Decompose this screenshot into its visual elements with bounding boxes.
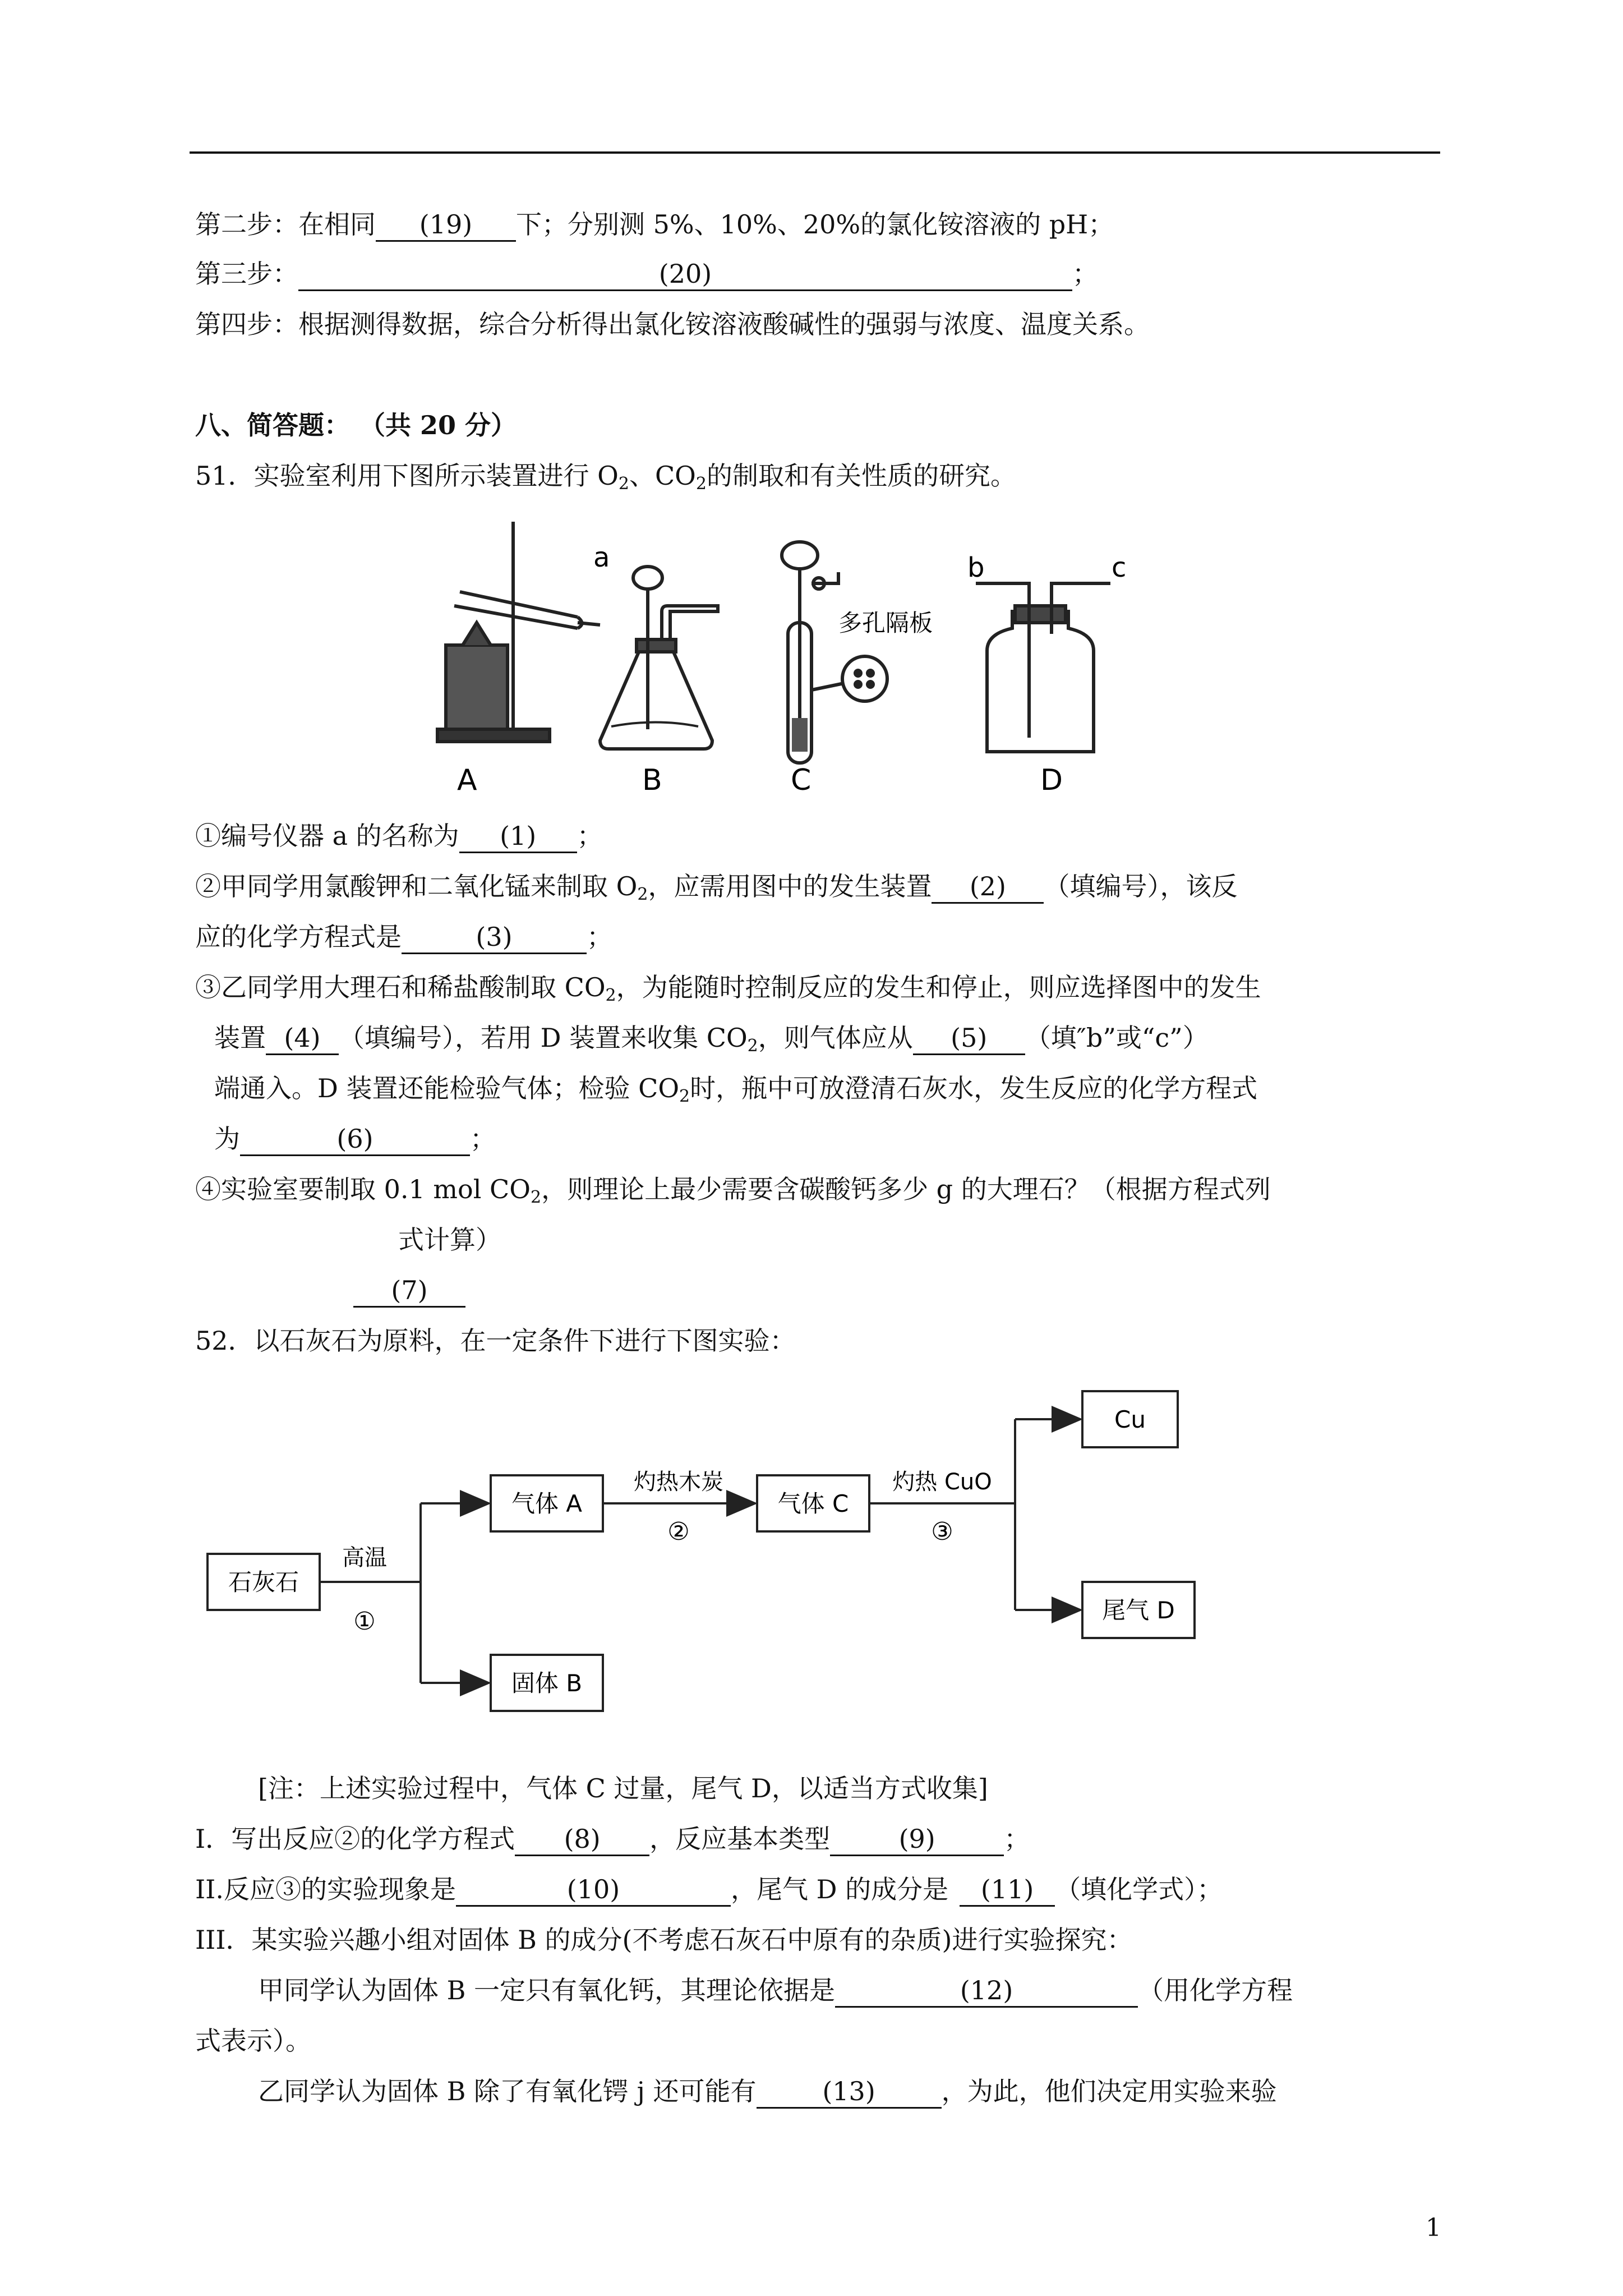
blank-12: (12) xyxy=(835,1975,1138,2008)
page-number: 1 xyxy=(1426,2214,1441,2242)
apparatus-d xyxy=(976,583,1110,752)
q52-part-i: I．写出反应②的化学方程式 (8) ，反应基本类型 (9) ； xyxy=(195,1822,1030,1856)
q52-note: [注：上述实验过程中，气体 C 过量，尾气 D，以适当方式收集] xyxy=(258,1773,988,1803)
flow-diagram xyxy=(191,1380,1256,1750)
q51-part1: ①编号仪器 a 的名称为 (1) ； xyxy=(195,819,603,853)
header-rule xyxy=(190,151,1440,154)
flow-gas-c: 气体 C xyxy=(777,1490,849,1517)
apparatus-c xyxy=(782,542,887,763)
q51-part3-b: 装置 (4) （填编号），若用 D 装置来收集 $CO_2$，则气体应从 (5) （填″b”或“c”） xyxy=(214,1023,1209,1056)
flow-step-1: ① xyxy=(353,1607,376,1636)
flow-step-2: ② xyxy=(667,1517,690,1546)
step4-line: 第四步：根据测得数据，综合分析得出氯化铵溶液酸碱性的强弱与浓度、温度关系。 xyxy=(195,309,1150,339)
blank-7: (7) xyxy=(353,1274,465,1308)
q51-part2: ②甲同学用氯酸钾和二氧化锰来制取 $O_2$，应需用图中的发生装置 (2) （填编号），该反 xyxy=(195,871,1238,904)
flow-tail-d: 尾气 D xyxy=(1102,1596,1175,1624)
label-c: c xyxy=(1112,552,1127,583)
label-B: B xyxy=(642,763,662,797)
flow-charcoal: 灼热木炭 xyxy=(634,1469,723,1495)
q51-intro: 51．实验室利用下图所示装置进行 $O_2$、$CO_2$的制取和有关性质的研究。 xyxy=(195,461,1016,494)
blank-5: (5) xyxy=(913,1022,1025,1055)
blank-8: (8) xyxy=(515,1823,649,1856)
label-a: a xyxy=(593,542,610,573)
flow-step-3: ③ xyxy=(931,1517,953,1546)
flow-cuo: 灼热 CuO xyxy=(892,1469,992,1495)
flow-limestone: 石灰石 xyxy=(228,1568,299,1596)
q51-part2-cont: 应的化学方程式是 (3) ； xyxy=(195,920,612,954)
label-C: C xyxy=(791,763,811,797)
q51-part3-d: 为 (6) ； xyxy=(214,1122,496,1156)
blank-1: (1) xyxy=(459,820,577,853)
q51-part4: ④实验室要制取 0.1 mol $CO_2$，则理论上最少需要含碳酸钙多少 g 的大理石？（根据方程式列 xyxy=(195,1174,1271,1207)
flow-high-temp: 高温 xyxy=(342,1545,387,1571)
q52-part-iii: III．某实验兴趣小组对固体 B 的成分(不考虑石灰石中原有的杂质)进行实验探究： xyxy=(195,1925,1133,1955)
section-8-heading: 八、简答题： （共 20 分） xyxy=(195,410,517,440)
q52-part-ii: II.反应③的实验现象是 (10) ，尾气 D 的成分是 (11) （填化学式）； xyxy=(195,1872,1223,1907)
blank-19: (19) xyxy=(376,209,516,242)
flow-gas-a: 气体 A xyxy=(511,1490,583,1517)
blank-10: (10) xyxy=(456,1874,731,1907)
step2-line: 第二步：在相同 (19) 下；分别测 5%、10%、20%的氯化铵溶液的 pH； xyxy=(195,208,1114,242)
blank-6: (6) xyxy=(240,1123,470,1156)
flow-solid-b: 固体 B xyxy=(511,1669,583,1697)
label-porous-plate: 多孔隔板 xyxy=(838,609,933,637)
blank-11: (11) xyxy=(960,1874,1055,1907)
blank-20: (20) xyxy=(298,258,1072,291)
label-b: b xyxy=(967,552,985,583)
blank-3: (3) xyxy=(402,921,587,954)
q51-part4-cont: 式计算） xyxy=(398,1225,501,1255)
q52-part-iii-a-cont: 式表示）。 xyxy=(195,2026,311,2056)
step3-line: 第三步： (20) ； xyxy=(195,257,1098,291)
blank-2: (2) xyxy=(932,871,1044,904)
q51-part4-answer xyxy=(353,1273,465,1308)
q51-part3-c: 端通入。D 装置还能检验气体；检验 $CO_2$时，瓶中可放澄清石灰水，发生反应的化学方程式 xyxy=(214,1073,1258,1106)
label-D: D xyxy=(1040,763,1063,797)
q51-part3: ③乙同学用大理石和稀盐酸制取 $CO_2$，为能随时控制反应的发生和停止，则应选择图中的发生 xyxy=(195,972,1261,1005)
blank-13: (13) xyxy=(757,2076,942,2109)
apparatus-b xyxy=(600,567,718,749)
blank-4: (4) xyxy=(266,1022,339,1055)
apparatus-figure xyxy=(393,505,1189,797)
q52-part-iii-a: 甲同学认为固体 B 一定只有氧化钙，其理论依据是 (12) （用化学方程 xyxy=(258,1973,1293,2008)
blank-9: (9) xyxy=(830,1823,1004,1856)
flow-cu: Cu xyxy=(1114,1406,1146,1433)
apparatus-a xyxy=(437,522,600,742)
q52-intro: 52．以石灰石为原料，在一定条件下进行下图实验： xyxy=(195,1326,796,1356)
label-A: A xyxy=(457,763,477,797)
q52-part-iii-b: 乙同学认为固体 B 除了有氧化锷 j 还可能有 (13) ，为此，他们决定用实验来验 xyxy=(258,2074,1277,2109)
